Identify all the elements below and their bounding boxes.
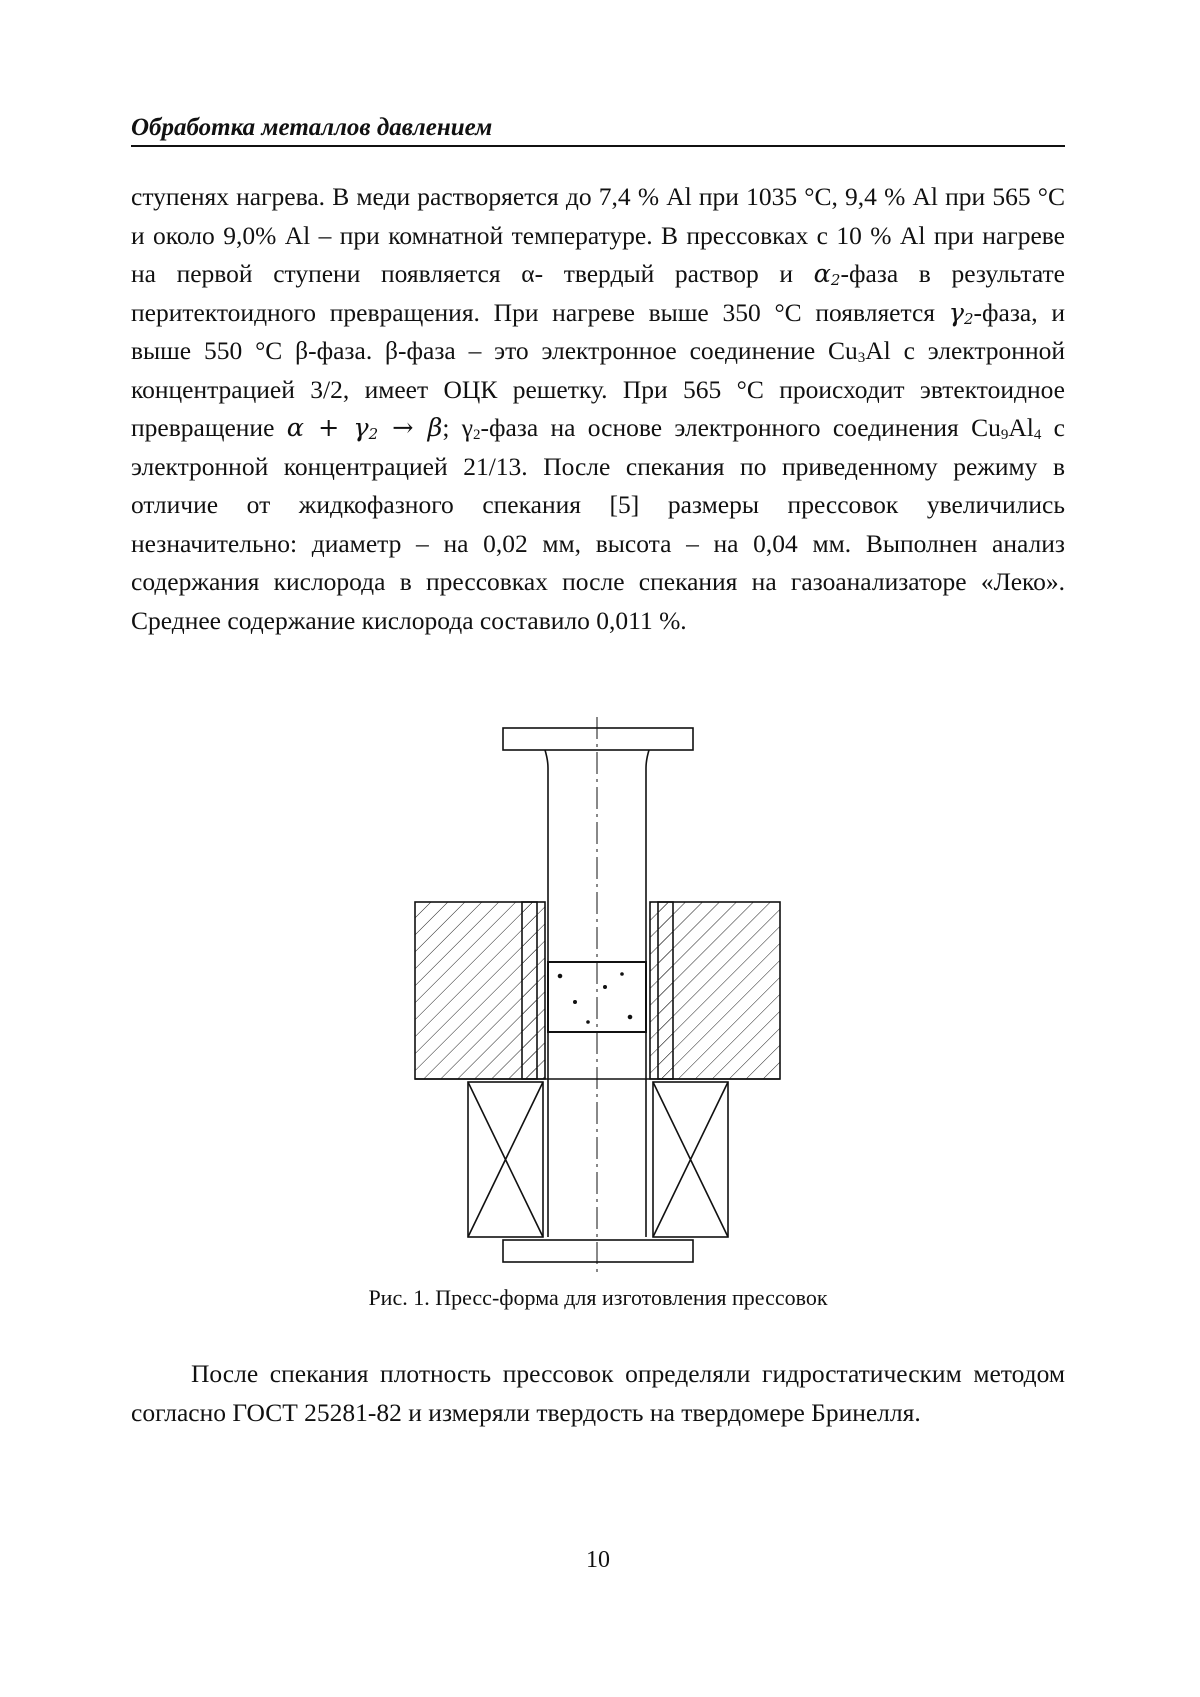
p1-text-8: с электронной концентрацией 21/13. После спекания по приведенному режиму в отличие от жидкофазного спекания [5] размеры прессовок увеличились незначительно: диаметр – на 0,02 мм, высота – на 0,04 мм. Выполнен анализ содержания кислорода в прессовках после спекания на газоанализаторе «Леко». Среднее содержание кислорода составило 0,011 %. xyxy=(131,413,1065,635)
figure-caption: Рис. 1. Пресс-форма для изготовления прессовок xyxy=(131,1285,1065,1311)
cu3-subscript: 3 xyxy=(858,350,866,366)
press-mold-figure xyxy=(400,712,800,1282)
p1-text-1: ступенях нагрева. В меди растворяется до 7,4 % Al при 1035 °С, 9,4 % Al при 565 °С и около 9,0% Al – при комнатной температуре. В прессовках с 10 % Al при нагреве на первой ступени появляется α- твердый раствор и xyxy=(131,182,1065,288)
p1-text-5: ; γ xyxy=(442,413,473,442)
header-title: Обработка металлов давлением xyxy=(131,114,492,141)
press-mold-drawing xyxy=(400,712,800,1282)
p1-text-2: -фаза в результате перитектоидного превращения. При нагреве выше 350 °С появляется xyxy=(131,259,1065,327)
running-header xyxy=(131,111,1065,147)
p1-text-4: Al с электронной концентрацией 3/2, имеет ОЦК решетку. При 565 °С происходит эвтектоидное превращение xyxy=(131,336,1065,442)
paragraph-1 xyxy=(131,178,1065,640)
die-right-body xyxy=(658,902,780,1079)
die-left-body xyxy=(415,902,537,1079)
lower-punch-base xyxy=(503,1240,693,1262)
al4-subscript: 4 xyxy=(1034,427,1042,443)
eutectoid-equation: α + γ2 → β xyxy=(287,413,443,443)
paragraph-2: После спекания плотность прессовок определяли гидростатическим методом согласно ГОСТ 25281-82 и измеряли твердость на твердомере Бринелля. xyxy=(131,1355,1065,1432)
cu9-subscript: 9 xyxy=(1001,427,1009,443)
die-liner-left xyxy=(522,902,545,1079)
p1-text-7: Al xyxy=(1008,413,1034,442)
p1-text-3: -фаза, и выше 550 °С β-фаза. β-фаза – это электронное соединение Cu xyxy=(131,298,1065,366)
die-liner-right xyxy=(650,902,673,1079)
gamma-subscript: 2 xyxy=(473,427,481,443)
gamma2-symbol: γ2 xyxy=(949,298,974,328)
alpha2-symbol: α2 xyxy=(814,259,841,289)
upper-punch-head xyxy=(503,728,693,750)
page-number: 10 xyxy=(131,1547,1065,1574)
p1-text-6: -фаза на основе электронного соединения Cu xyxy=(480,413,1000,442)
